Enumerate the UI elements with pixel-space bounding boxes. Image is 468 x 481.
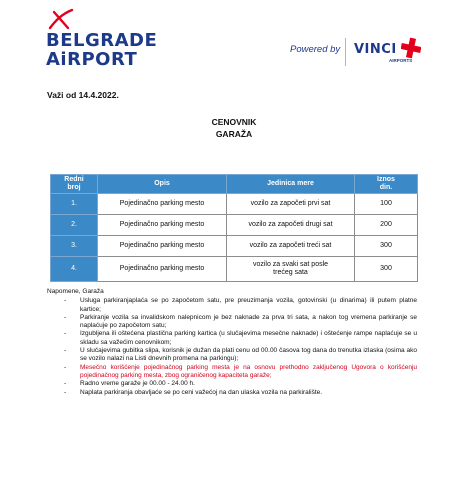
- row-amount: 300: [355, 257, 418, 282]
- row-number: 2.: [51, 215, 98, 236]
- header: [0, 0, 468, 80]
- vinci-cross-icon: [401, 37, 421, 59]
- row-description: Pojedinačno parking mesto: [98, 257, 227, 282]
- table-row: [51, 257, 418, 282]
- price-table: [50, 174, 418, 282]
- row-description: Pojedinačno parking mesto: [98, 236, 227, 257]
- header-no: Redni broj: [51, 175, 98, 194]
- header-description: Opis: [98, 175, 227, 194]
- row-unit: vozilo za svaki sat posle trećeg sata: [227, 257, 355, 282]
- row-number: 1.: [51, 194, 98, 215]
- notes-list: [47, 297, 417, 397]
- document-title: CENOVNIK: [211, 117, 257, 127]
- powered-by-label: Powered by: [290, 44, 341, 55]
- header-divider: [345, 38, 346, 66]
- table-row: [51, 194, 418, 215]
- airport-swoosh-icon: [48, 8, 74, 32]
- row-amount: 100: [355, 194, 418, 215]
- valid-from-date: Važi od 14.4.2022.: [47, 90, 119, 100]
- logo-text-belgrade: BELGRADE: [46, 30, 158, 51]
- list-item: - Usluga parkiranjaplaća se po započetom satu, pre preuzimanja vozila, gotovinski (u dinarima) ili putem platne kartice;: [64, 297, 417, 313]
- notes-title: Napomene, Garaža: [47, 288, 104, 295]
- logo-text-airport: AiRPORT: [46, 49, 138, 70]
- row-unit: vozilo za započeti prvi sat: [227, 194, 355, 215]
- row-unit: vozilo za započeti treći sat: [227, 236, 355, 257]
- row-description: Pojedinačno parking mesto: [98, 194, 227, 215]
- list-item: - Parkiranje vozila sa invalidskom nalepnicom je bez naknade za prva tri sata, a nakon tog vremena parkiranje se naplaćuje po započetom satu;: [64, 313, 417, 330]
- row-amount: 200: [355, 215, 418, 236]
- row-number: 4.: [51, 257, 98, 282]
- vinci-logo-subtext: AIRPORTS: [389, 58, 413, 63]
- list-item-highlighted: - Mesečno korišćenje pojedinačnog parking mesta je na osnovu prethodno zaključenog Ugovora o korišćenju pojedinačnog parking mesta, zbog ograničenog kapaciteta garaže;: [64, 363, 417, 379]
- row-description: Pojedinačno parking mesto: [98, 215, 227, 236]
- header-unit: Jedinica mere: [227, 175, 355, 194]
- table-row: [51, 236, 418, 257]
- price-table-header: [51, 175, 418, 194]
- row-unit: vozilo za započeti drugi sat: [227, 215, 355, 236]
- document-subtitle: GARAŽA: [215, 129, 253, 139]
- notes-section: [47, 288, 417, 397]
- list-item: - Radno vreme garaže je 00.00 - 24.00 h.: [64, 380, 195, 388]
- row-number: 3.: [51, 236, 98, 257]
- vinci-logo-text: VINCI: [354, 42, 397, 57]
- row-amount: 300: [355, 236, 418, 257]
- table-row: [51, 215, 418, 236]
- list-item: - Izgubljena ili oštećena plastična parking kartica (u slučajevima mesečne naknade) i oštećenje rampe naplaćuje se u skladu sa važećim cenovnikom;: [64, 330, 417, 346]
- list-item: - U slučajevima gubitka slipa, korisnik je dužan da plati cenu od 00.00 časova tog dana do trenutka izlaska (osima ako se vozilo nalazi na Listi dnevnih promena na parkingu);: [64, 347, 417, 363]
- header-amount: Iznos din.: [355, 175, 418, 194]
- list-item: - Naplata parkiranja obavljaće se po ceni važećoj na dan ulaska vozila na parkiralište.: [64, 388, 323, 396]
